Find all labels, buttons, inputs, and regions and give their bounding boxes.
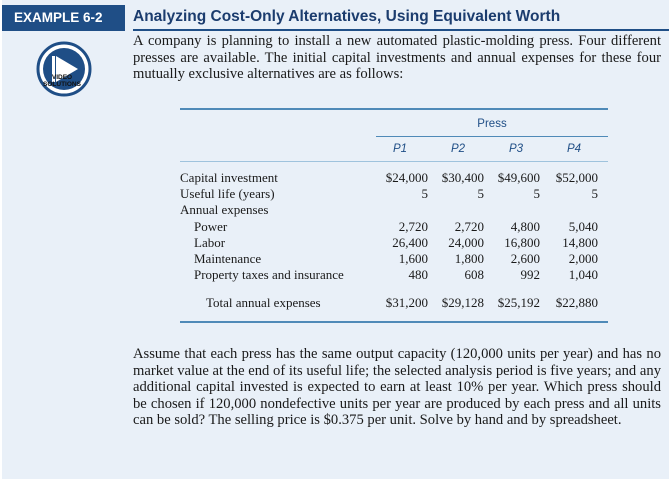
column-header-p1: P1	[392, 143, 408, 155]
cell: 5	[421, 186, 428, 201]
cell: $29,128	[441, 295, 484, 310]
row-label: Labor	[194, 235, 226, 250]
cell: 2,720	[454, 219, 484, 234]
cell: $22,880	[555, 295, 598, 310]
cell: 480	[408, 267, 428, 282]
press-cost-table	[180, 108, 608, 323]
row-label: Useful life (years)	[180, 186, 275, 201]
cell: 14,800	[562, 235, 598, 250]
column-header-p4: P4	[566, 143, 582, 155]
cell: $31,200	[385, 295, 428, 310]
cell: 2,000	[568, 251, 598, 266]
cell: 2,720	[398, 219, 428, 234]
table-row	[180, 186, 608, 202]
cell: 5,040	[568, 219, 598, 234]
row-label: Capital investment	[180, 170, 278, 185]
video-solutions-label: VIDEO SOLUTIONS	[43, 74, 81, 88]
table-row	[180, 235, 608, 251]
cell: 5	[533, 186, 540, 201]
column-header-p3: P3	[508, 143, 524, 155]
cell: 608	[464, 267, 484, 282]
row-label: Total annual expenses	[206, 295, 321, 310]
cell: 16,800	[504, 235, 540, 250]
header-rule	[180, 161, 608, 162]
cell: $49,600	[497, 170, 540, 185]
column-header-p2: P2	[450, 143, 466, 155]
cell: $24,000	[385, 170, 428, 185]
cell: $30,400	[441, 170, 484, 185]
table-bottom-rule	[180, 321, 608, 323]
cell: 2,600	[510, 251, 540, 266]
cell: 1,800	[454, 251, 484, 266]
row-label: Maintenance	[194, 251, 262, 266]
cell: 5	[591, 186, 598, 201]
row-label: Property taxes and insurance	[194, 267, 344, 282]
press-header-rule	[376, 136, 608, 137]
cell: 1,040	[568, 267, 598, 282]
problem-statement: Assume that each press has the same output capacity (120,000 units per year) and has no market value at the end of its useful life; the selected analysis period is five years; and any additional capital invested is expected to earn at least 10% per year. Which press should be chosen if 120,000 nondefective units per year are produced by each press and all units can be sold? The selling price is $0.375 per unit. Solve by hand and by spreadsheet.	[133, 346, 661, 428]
cell: $25,192	[497, 295, 540, 310]
cell: 24,000	[448, 235, 484, 250]
table-row-total	[180, 295, 608, 311]
cell: $52,000	[555, 170, 598, 185]
play-icon[interactable]	[34, 41, 94, 99]
press-group-header: Press	[477, 118, 507, 130]
table-row	[180, 251, 608, 267]
table-row	[180, 219, 608, 235]
table-row	[180, 267, 608, 283]
row-label: Power	[194, 219, 228, 234]
cell: 5	[477, 186, 484, 201]
cell: 992	[520, 267, 540, 282]
cell: 1,600	[398, 251, 428, 266]
table-row	[180, 170, 608, 186]
problem-intro: A company is planning to install a new automated plastic-molding press. Four different presses are available. The initial capital investments and annual expenses for these four mutually exclusive alternatives are as follows:	[133, 33, 661, 82]
cell: 4,800	[510, 219, 540, 234]
example-title: Analyzing Cost-Only Alternatives, Using Equivalent Worth	[133, 5, 669, 31]
table-top-rule	[180, 108, 608, 110]
row-label: Annual expenses	[180, 202, 269, 217]
table-row	[180, 202, 608, 218]
cell: 26,400	[392, 235, 428, 250]
example-label: EXAMPLE 6-2	[2, 5, 125, 31]
